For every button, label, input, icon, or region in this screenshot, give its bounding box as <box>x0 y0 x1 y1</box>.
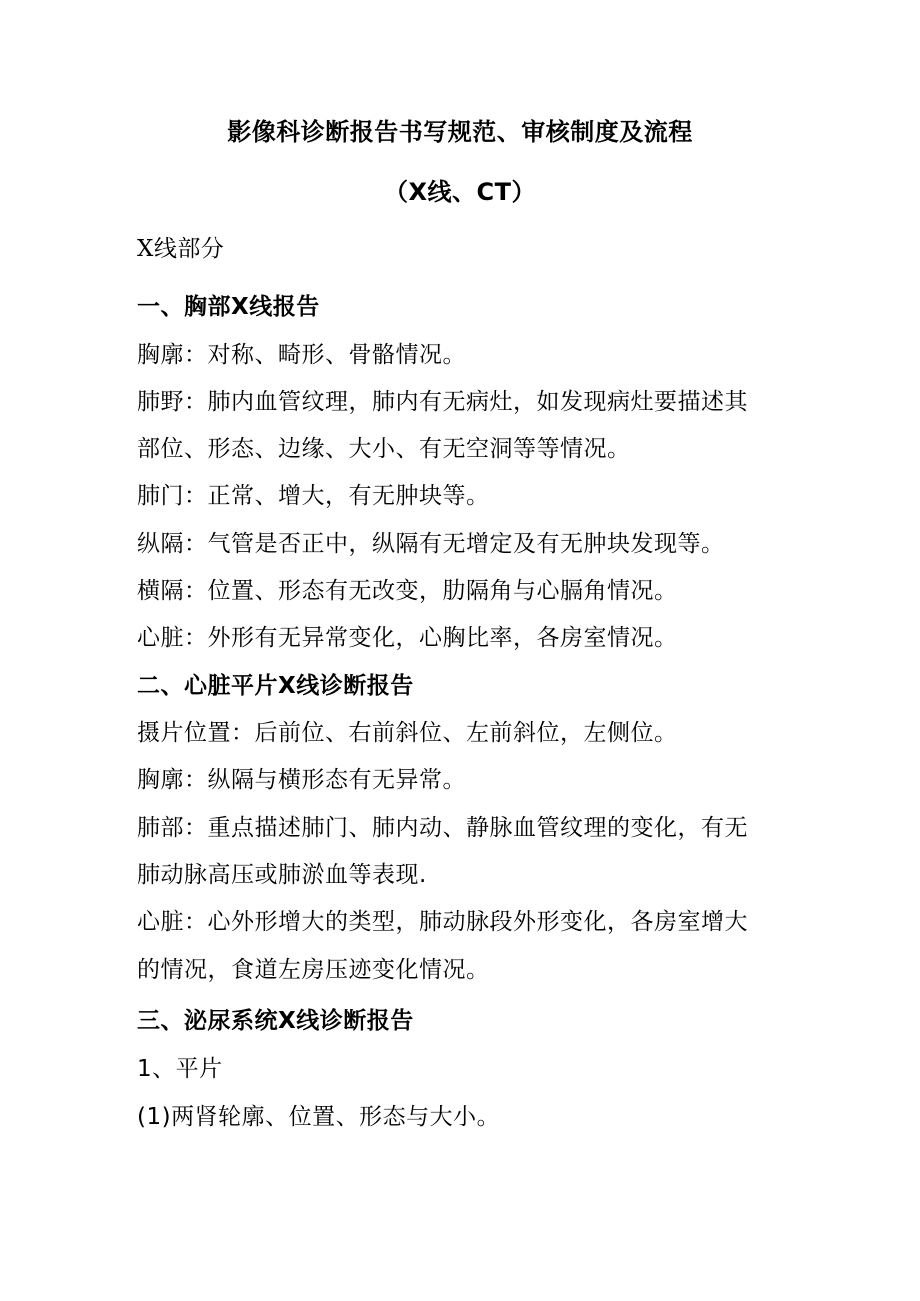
paragraph-line: 肺门：正常、增大，有无肿块等。 <box>137 483 490 509</box>
paragraph-line: 胸廓：对称、畸形、骨骼情况。 <box>137 342 466 368</box>
paragraph-line: 摄片位置：后前位、右前斜位、左前斜位，左侧位。 <box>137 720 678 746</box>
paragraph-line: 心脏：心外形增大的类型，肺动脉段外形变化，各房室增大 <box>137 909 748 935</box>
paragraph-line: 横隔：位置、形态有无改变，肋隔角与心膈角情况。 <box>137 578 678 604</box>
paragraph-line: 胸廓：纵隔与横形态有无异常。 <box>137 767 466 793</box>
paragraph-line: 肺野：肺内血管纹理，肺内有无病灶，如发现病灶要描述其 <box>137 389 748 415</box>
section-heading-heart: 二、心脏平片X线诊断报告 <box>137 673 414 699</box>
document-subtitle: （X线、CT） <box>384 178 536 206</box>
paragraph-line: 肺部：重点描述肺门、肺内动、静脉血管纹理的变化，有无 <box>137 815 748 841</box>
paragraph-line: 纵隔：气管是否正中，纵隔有无增定及有无肿块发现等。 <box>137 531 725 557</box>
part-heading: X线部分 <box>137 236 225 262</box>
section-heading-urinary: 三、泌尿系统X线诊断报告 <box>137 1008 414 1034</box>
paragraph-line: 心脏：外形有无异常变化，心胸比率，各房室情况。 <box>137 625 678 651</box>
paragraph-line: 的情况，食道左房压迹变化情况。 <box>137 957 490 983</box>
paragraph-line: 部位、形态、边缘、大小、有无空洞等等情况。 <box>137 436 631 462</box>
paragraph-line: 肺动脉高压或肺淤血等表现. <box>137 862 427 888</box>
document-title: 影像科诊断报告书写规范、审核制度及流程 <box>227 118 693 146</box>
section-heading-chest: 一、胸部X线报告 <box>137 294 320 320</box>
subsection-heading: 1、平片 <box>137 1056 223 1082</box>
paragraph-line: (1)两肾轮廓、位置、形态与大小。 <box>137 1104 501 1130</box>
